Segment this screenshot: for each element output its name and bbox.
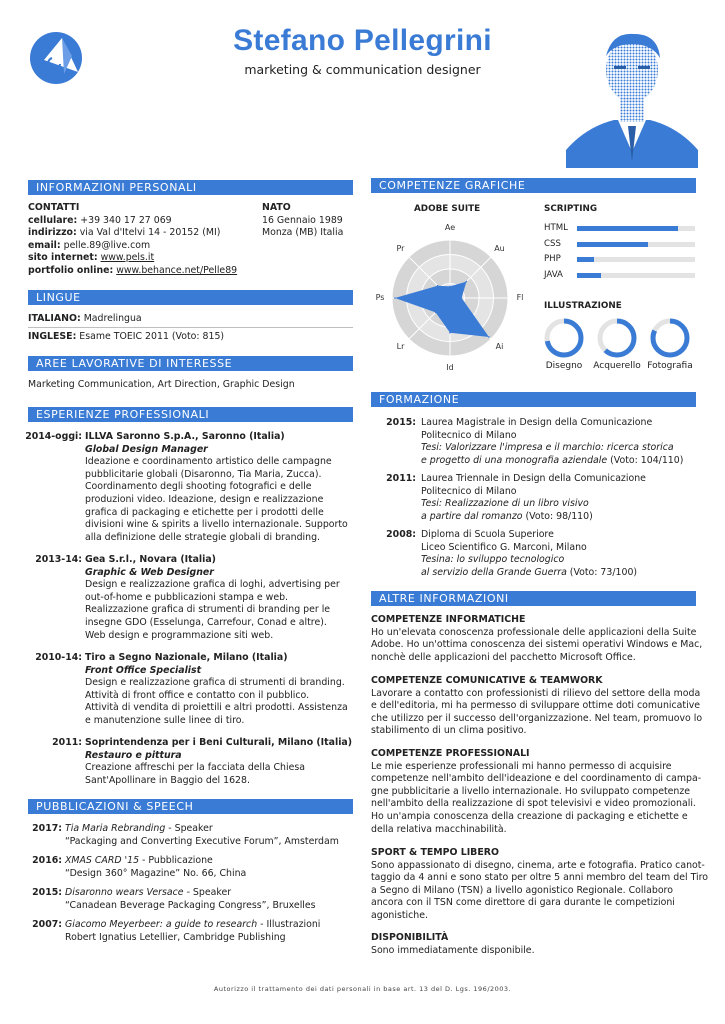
- phone-label: cellulare:: [28, 214, 78, 226]
- language-label: INGLESE:: [28, 331, 77, 342]
- adobe-suite-radar-chart: [370, 216, 530, 381]
- experience-line: out-of-home e pubblicazioni stampa e web.: [85, 591, 289, 603]
- candidate-name: Stefano Pellegrini: [233, 24, 492, 57]
- radar-point-fl: [461, 297, 463, 299]
- other-line: Ho un'elevata conoscenza professionale delle applicazioni della Suite: [371, 626, 697, 638]
- publication-year: 2015:: [32, 887, 62, 898]
- portfolio-row: [28, 265, 237, 278]
- publication-type: - Pubblicazione: [139, 855, 213, 866]
- scripting-label-php: PHP: [544, 254, 561, 264]
- education-line: Diploma di Scuola Superiore: [421, 529, 554, 540]
- birth-place: Monza (MB) Italia: [262, 227, 344, 238]
- publication-venue: “Canadean Beverage Packaging Congress”, Bruxelles: [65, 899, 316, 911]
- donut-label-disegno: Disegno: [545, 361, 583, 371]
- donut-acquerello: [595, 316, 639, 360]
- experience-line: e manutenzione sulle linee di tiro.: [85, 715, 245, 726]
- education-line: Laurea Triennale in Design della Comunicazione: [421, 473, 646, 484]
- experience-line: produzioni video. Ideazione, design e realizzazione: [85, 494, 324, 505]
- other-line: e dell'editoria, mi ha permesso di sviluppare ottime doti comunicative: [371, 700, 701, 712]
- radar-point-lr: [435, 312, 437, 314]
- radar-point-au: [466, 281, 468, 283]
- work-areas-text: Marketing Communication, Art Direction, Graphic Design: [28, 379, 295, 390]
- education-line: [421, 567, 637, 580]
- publication-type: - Illustrazioni: [257, 919, 321, 930]
- scripting-bar-java: [577, 273, 601, 278]
- experience-date: 2013-14:: [35, 554, 82, 565]
- scripting-label-html: HTML: [544, 223, 568, 233]
- section-graphic-skills: [371, 178, 696, 193]
- publication-title: Disaronno wears Versace: [65, 887, 184, 898]
- experience-line: Design e realizzazione grafica di strumenti di branding.: [85, 677, 345, 689]
- radar-point-id: [449, 332, 451, 334]
- publication-title-row: [65, 823, 213, 836]
- publication-venue: “Packaging and Converting Executive Forum”, Amsterdam: [65, 835, 339, 847]
- section-title: LINGUE: [36, 291, 81, 304]
- other-line: ancora con il TSN come direttore di gara durante le competizioni: [371, 897, 675, 909]
- experience-line: Web design e programmazione siti web.: [85, 629, 274, 641]
- publication-title: XMAS CARD '15: [65, 855, 140, 866]
- experience-role: Front Office Specialist: [85, 664, 202, 676]
- language-level: Esame TOEIC 2011 (Voto: 815): [79, 331, 225, 342]
- section-experience: [28, 407, 353, 422]
- email-row: [28, 240, 150, 253]
- phone-row: [28, 215, 172, 228]
- experience-company: Tiro a Segno Nazionale, Milano (Italia): [85, 652, 288, 663]
- section-title: AREE LAVORATIVE DI INTERESSE: [36, 357, 233, 370]
- other-line: stabilimento di un clima positivo.: [371, 725, 527, 737]
- education-line: Liceo Scientifico G. Marconi, Milano: [421, 541, 587, 553]
- publication-year: 2007:: [32, 919, 62, 930]
- education-year: 2015:: [386, 417, 416, 428]
- experience-date: 2011:: [52, 737, 82, 748]
- website-row: [28, 252, 154, 265]
- experience-line: Attività di front office e contatto con il pubblico.: [85, 689, 310, 701]
- section-title: PUBBLICAZIONI & SPEECH: [36, 800, 194, 813]
- contacts-heading: CONTATTI: [28, 202, 80, 213]
- section-education: [371, 392, 696, 407]
- language-label: ITALIANO:: [28, 313, 81, 324]
- other-line: gne pubblicitarie a livello internazionale. Ho sviluppato competenze: [371, 785, 691, 797]
- address-value: via Val d'Itelvi 14 - 20152 (MI): [79, 227, 221, 238]
- other-line: Le mie esperienze professionali mi hanno permesso di acquisire: [371, 760, 672, 772]
- education-line: Tesi: Valorizzare l'impresa e il marchio: ricerca storica: [421, 442, 674, 454]
- candidate-title: marketing & communication designer: [244, 62, 481, 77]
- experience-line: Creazione affreschi per la facciata della Chiesa: [85, 762, 305, 774]
- website-label: sito internet:: [28, 252, 98, 263]
- publication-type: - Speaker: [183, 887, 232, 898]
- scripting-bar-php: [577, 257, 594, 262]
- born-heading: NATO: [262, 202, 291, 213]
- email-link[interactable]: pelle.89@live.com: [63, 239, 151, 251]
- section-title: INFORMAZIONI PERSONALI: [36, 181, 197, 194]
- other-heading: SPORT & TEMPO LIBERO: [371, 847, 499, 858]
- other-heading: COMPETENZE COMUNICATIVE & TEAMWORK: [371, 675, 603, 686]
- experience-line: insegne GDO (Esselunga, Carrefour, Conad e altre).: [85, 617, 327, 628]
- phone-value: +39 340 17 27 069: [80, 214, 172, 226]
- publication-title-row: [65, 887, 231, 900]
- scripting-bar-html: [577, 226, 678, 231]
- scripting-bar-css: [577, 242, 648, 247]
- section-title: ALTRE INFORMAZIONI: [379, 592, 509, 605]
- experience-line: Sant'Apollinare in Baggio del 1628.: [85, 774, 250, 786]
- publication-year: 2016:: [32, 855, 62, 866]
- other-line: Ho un'ampia conoscenza della creazione di packaging e etichette e: [371, 811, 688, 822]
- section-title: ESPERIENZE PROFESSIONALI: [36, 408, 210, 421]
- experience-role: Graphic & Web Designer: [85, 566, 214, 578]
- scripting-title: SCRIPTING: [544, 204, 598, 214]
- radar-point-ai: [488, 336, 490, 338]
- radar-label-ae: Ae: [444, 223, 456, 232]
- illustration-title: ILLUSTRAZIONE: [544, 301, 622, 311]
- radar-point-ps: [394, 297, 396, 299]
- other-line: della relativa macchinabilità.: [371, 823, 507, 835]
- privacy-footer: Autorizzo il trattamento dei dati personali in base art. 13 del D. Lgs. 196/2003.: [213, 985, 512, 993]
- education-line: Politecnico di Milano: [421, 429, 517, 441]
- experience-line: Attività di vendita di proiettili e altri prodotti. Assistenza: [85, 702, 348, 714]
- education-line: Laurea Magistrale in Design della Comunicazione: [421, 417, 653, 428]
- other-heading: COMPETENZE INFORMATICHE: [371, 614, 526, 625]
- other-heading: DISPONIBILITÀ: [371, 932, 449, 943]
- section-title: COMPETENZE GRAFICHE: [379, 179, 526, 192]
- education-line: [421, 511, 593, 524]
- radar-label-fl: Fl: [516, 293, 524, 302]
- experience-line: Coordinamento degli shooting fotografici e delle: [85, 481, 312, 493]
- experience-line: Design e realizzazione grafica di loghi, advertising per: [85, 579, 340, 591]
- birth-date: 16 Gennaio 1989: [262, 214, 343, 226]
- website-link[interactable]: www.pels.it: [100, 252, 155, 263]
- education-year: 2011:: [386, 473, 416, 484]
- publication-venue: “Design 360° Magazine” No. 66, China: [65, 867, 247, 879]
- section-publications: [28, 799, 353, 814]
- radar-label-ps: Ps: [375, 293, 385, 302]
- experience-company: Soprintendenza per i Beni Culturali, Milano (Italia): [85, 737, 353, 748]
- experience-date: 2010-14:: [35, 652, 82, 663]
- section-title: FORMAZIONE: [379, 393, 460, 406]
- experience-company: Gea S.r.l., Novara (Italia): [85, 554, 216, 565]
- experience-company: ILLVA Saronno S.p.A., Saronno (Italia): [85, 431, 285, 442]
- experience-line: divisioni wine & spirits a livello internazionale. Supporto: [85, 519, 348, 531]
- address-label: indirizzo:: [28, 227, 77, 238]
- adobe-suite-title: ADOBE SUITE: [414, 204, 481, 214]
- other-line: nell'ambito della realizzazione di spot televisivi e video promozionali.: [371, 798, 696, 810]
- education-line: [421, 455, 683, 468]
- publication-title-row: [65, 855, 213, 868]
- education-grade: (Voto: 104/110): [607, 454, 684, 466]
- portfolio-link[interactable]: www.behance.net/Pelle89: [116, 264, 238, 276]
- other-line: taggio da 4 anni e sono stato per oltre 5 anni membro del team del Tiro: [371, 872, 709, 884]
- publication-type: - Speaker: [165, 823, 213, 834]
- other-line: che utilizzo per il successo dell'organizzazione. Nel team, promuovo lo: [371, 712, 703, 724]
- radar-point-ae: [449, 286, 451, 288]
- language-row: [28, 331, 224, 344]
- radar-label-id: Id: [446, 363, 454, 372]
- education-line: Tesina: lo sviluppo tecnologico: [421, 554, 565, 566]
- section-other-info: [371, 591, 696, 606]
- scripting-label-css: CSS: [544, 238, 561, 249]
- education-thesis: al servizio della Grande Guerra: [421, 566, 567, 578]
- radar-label-lr: Lr: [396, 342, 405, 352]
- other-line: nonchè delle applicazioni del pacchetto Microsoft Office.: [371, 651, 636, 663]
- donut-label-fotografia: Fotografia: [647, 361, 693, 371]
- experience-role: Restauro e pittura: [85, 749, 182, 761]
- scripting-label-java: JAVA: [544, 269, 563, 280]
- donut-disegno: [542, 316, 586, 360]
- education-line: Tesi: Realizzazione di un libro visivo: [421, 498, 589, 510]
- publication-year: 2017:: [32, 823, 62, 834]
- section-work-areas: [28, 356, 353, 371]
- experience-line: Realizzazione grafica di strumenti di branding per le: [85, 604, 331, 616]
- education-year: 2008:: [386, 529, 416, 540]
- education-thesis: a partire dal romanzo: [421, 510, 523, 522]
- radar-label-au: Au: [494, 243, 505, 253]
- section-languages: [28, 290, 353, 305]
- email-label: email:: [28, 239, 61, 251]
- education-thesis: e progetto di una monografia aziendale: [421, 454, 608, 466]
- experience-line: alla definizione delle strategie globali di branding.: [85, 531, 321, 543]
- education-grade: (Voto: 73/100): [566, 566, 638, 578]
- experience-line: Ideazione e coordinamento artistico delle campagne: [85, 456, 332, 468]
- other-line: Sono appassionato di disegno, cinema, arte e fotografia. Pratico canot-: [371, 859, 705, 871]
- language-level: Madrelingua: [83, 313, 142, 324]
- radar-label-pr: Pr: [396, 243, 405, 253]
- experience-date: 2014-oggi:: [25, 431, 82, 442]
- language-row: [28, 313, 142, 326]
- other-line: Lavorare a contatto con professionisti di rilievo del settore della moda: [371, 687, 701, 699]
- other-line: agonistiche.: [371, 910, 428, 921]
- experience-line: pubblicitarie globali (Disaronno, Tia Maria, Zucca).: [85, 468, 322, 480]
- other-heading: COMPETENZE PROFESSIONALI: [371, 748, 530, 759]
- section-personal-info: [28, 180, 353, 195]
- profile-photo: [566, 22, 698, 168]
- address-row: [28, 227, 220, 240]
- donut-label-acquerello: Acquerello: [593, 361, 641, 371]
- divider: [28, 327, 353, 328]
- publication-title: Giacomo Meyerbeer: a guide to research: [65, 919, 258, 930]
- scripting-track: [577, 257, 695, 262]
- radar-label-ai: Ai: [495, 342, 504, 352]
- other-line: competenze nell'ambito dell'ideazione e del coordinamento di campa-: [371, 773, 702, 785]
- publication-title: Tia Maria Rebranding: [65, 823, 166, 834]
- other-line: Adobe. Ho un'ottima conoscenza dei sistemi operativi Windows e Mac,: [371, 639, 703, 651]
- publication-title-row: [65, 919, 320, 932]
- experience-role: Global Design Manager: [85, 443, 208, 455]
- publication-venue: Robert Ignatius Letellier, Cambridge Publishing: [65, 931, 286, 943]
- education-line: Politecnico di Milano: [421, 485, 517, 497]
- other-line: a Segno di Milano (TSN) a livello agonistico Regionale. Collaboro: [371, 884, 673, 896]
- portfolio-label: portfolio online:: [28, 264, 114, 276]
- experience-line: grafica di packaging e etichette per i prodotti delle: [85, 506, 324, 518]
- other-line: Sono immediatamente disponibile.: [371, 944, 535, 956]
- education-grade: (Voto: 98/110): [522, 510, 593, 522]
- donut-fotografia: [648, 316, 692, 360]
- radar-point-pr: [437, 285, 439, 287]
